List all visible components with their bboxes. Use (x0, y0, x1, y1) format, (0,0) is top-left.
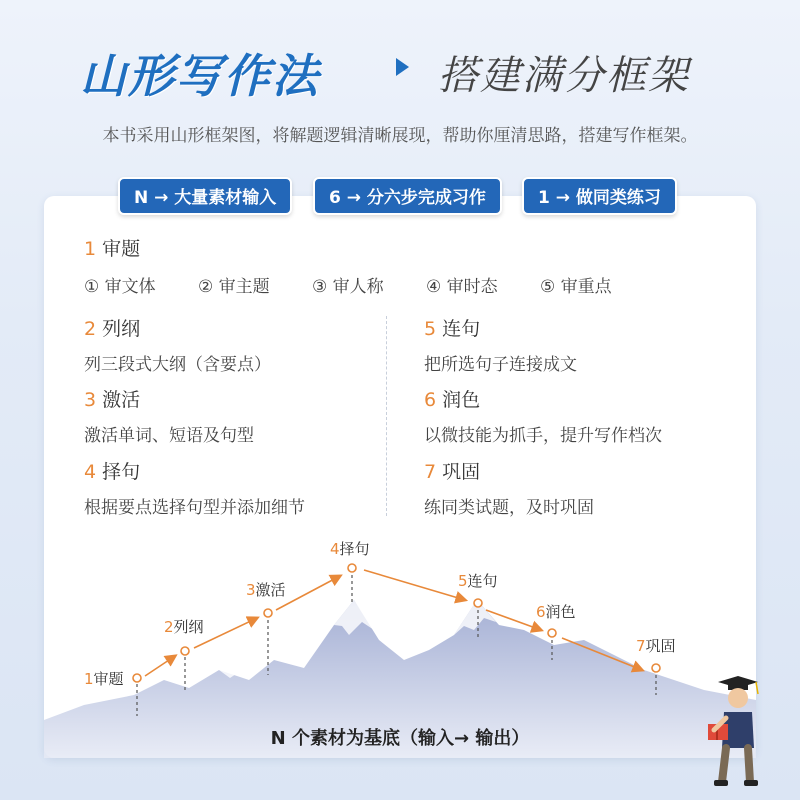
point-7 (652, 664, 660, 672)
step-2-desc: 列三段式大纲（含要点） (84, 355, 271, 375)
step-5-desc: 把所选句子连接成文 (424, 355, 577, 375)
step-label: 连句 (442, 318, 481, 340)
step-number: 6 (424, 389, 437, 411)
step-number: 2 (84, 318, 97, 340)
step-number: 5 (424, 318, 437, 340)
list-item: ② 审主题 (198, 277, 270, 297)
point-label-6 (536, 603, 576, 621)
step-label: 审题 (93, 670, 124, 688)
step-6-desc: 以微技能为抓手，提升写作档次 (424, 426, 662, 446)
step-label: 连句 (467, 572, 498, 590)
step-label: 列纲 (173, 618, 204, 636)
step-1-subitems (84, 272, 654, 297)
step-number: 4 (330, 540, 340, 558)
step-number: 7 (424, 461, 437, 483)
step-number: 5 (458, 572, 468, 590)
tag-six-steps: 6 → 分六步完成习作 (313, 177, 502, 215)
step-number: 1 (84, 670, 94, 688)
list-item: ④ 审时态 (426, 277, 498, 297)
point-3 (264, 609, 272, 617)
list-item: ③ 审人称 (312, 277, 384, 297)
point-4 (348, 564, 356, 572)
step-label: 激活 (102, 389, 141, 411)
student-reading-illustration (700, 672, 766, 792)
step-7-title (424, 457, 480, 484)
tag-input: N → 大量素材输入 (118, 177, 292, 215)
point-label-3 (246, 581, 286, 599)
tag-practice: 1 → 做同类练习 (522, 177, 677, 215)
diagram-caption: N 个素材为基底（输入→ 输出） (270, 728, 530, 749)
step-label: 择句 (102, 461, 141, 483)
step-3-desc: 激活单词、短语及句型 (84, 426, 254, 446)
step-number: 2 (164, 618, 174, 636)
step-label: 激活 (255, 581, 286, 599)
step-label: 列纲 (102, 318, 141, 340)
list-item: ⑤ 审重点 (540, 277, 612, 297)
step-label: 择句 (339, 540, 370, 558)
column-divider (386, 316, 387, 516)
step-6-title (424, 385, 480, 412)
step-3-title (84, 385, 140, 412)
point-label-4 (330, 540, 370, 558)
step-label: 润色 (545, 603, 576, 621)
point-1 (133, 674, 141, 682)
step-4-title (84, 457, 140, 484)
step-label: 润色 (442, 389, 481, 411)
step-label: 巩固 (442, 461, 481, 483)
point-label-7 (636, 637, 676, 655)
point-6 (548, 629, 556, 637)
step-number: 4 (84, 461, 97, 483)
step-7-desc: 练同类试题，及时巩固 (424, 498, 594, 518)
list-item: ① 审文体 (84, 277, 156, 297)
step-label: 审题 (102, 238, 141, 260)
step-4-desc: 根据要点选择句型并添加细节 (84, 498, 305, 518)
play-arrow-icon (396, 58, 409, 76)
step-2-title (84, 314, 140, 341)
point-2 (181, 647, 189, 655)
step-label: 巩固 (645, 637, 676, 655)
page-subtitle: 搭建满分框架 (438, 53, 690, 99)
point-label-2 (164, 618, 204, 636)
intro-text: 本书采用山形框架图，将解题逻辑清晰展现，帮助你厘清思路，搭建写作框架。 (102, 126, 698, 146)
step-1-title (84, 234, 140, 261)
step-number: 1 (84, 238, 97, 260)
step-number: 7 (636, 637, 646, 655)
page-title: 山形写作法 (80, 49, 320, 103)
point-label-5 (458, 572, 498, 590)
step-5-title (424, 314, 480, 341)
header (0, 28, 800, 108)
point-label-1 (84, 670, 124, 688)
point-5 (474, 599, 482, 607)
step-number: 3 (84, 389, 97, 411)
step-number: 3 (246, 581, 256, 599)
step-number: 6 (536, 603, 546, 621)
